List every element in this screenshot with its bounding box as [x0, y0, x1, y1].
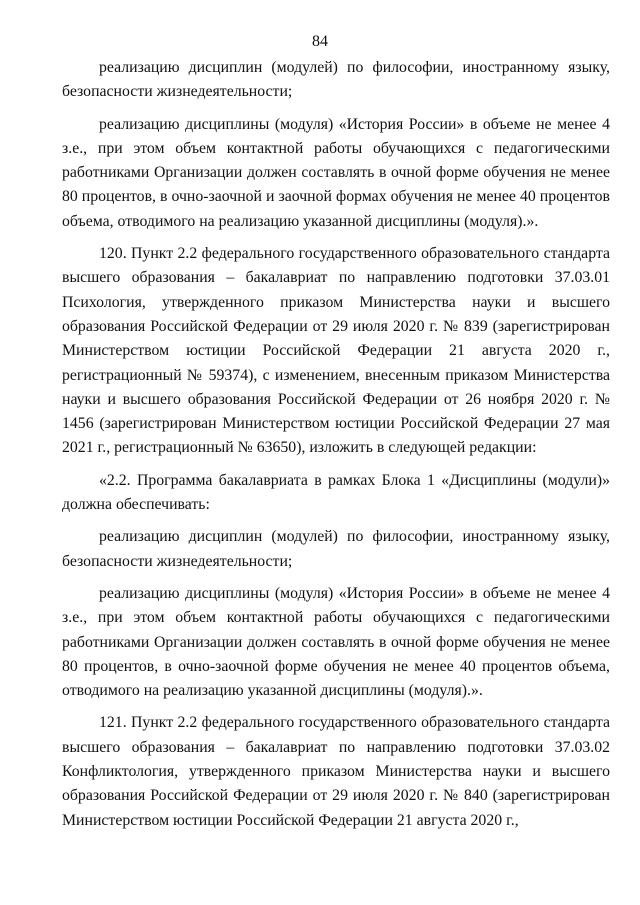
paragraph-item-121: 121. Пункт 2.2 федерального государственного образовательного стандарта высшего образования – бакалавриат по направлению подготовки 37.03.02 Конфликтология, утвержденного приказом Министерства науки и высшего образования Российской Федерации от 29 июля 2020 г. № 840 (зарегистрирован Министерством юстиции Российской Федерации 21 августа 2020 г., — [62, 714, 610, 829]
page-number: 84 — [312, 33, 328, 50]
paragraph-program-block-1: «2.2. Программа бакалавриата в рамках Блока 1 «Дисциплины (модули)» должна обеспечивать: — [62, 471, 610, 514]
paragraph-disciplines-philosophy: реализацию дисциплин (модулей) по философии, иностранному языку, безопасности жизнедеятельности; — [62, 59, 610, 101]
paragraph-history-russia: реализацию дисциплины (модуля) «История России» в объеме не менее 4 з.е., при этом объем контактной работы обучающихся с педагогическими работниками Организации должен составлять в очной форме обучения не менее 80 процентов, в очно-заочной и заочной формах обучения не менее 40 процентов объема, отводимого на реализацию указанной дисциплины (модуля).». — [62, 115, 610, 230]
paragraph-history-russia-2: реализацию дисциплины (модуля) «История России» в объеме не менее 4 з.е., при этом объем контактной работы обучающихся с педагогическими работниками Организации должен составлять в очной форме обучения не менее 80 процентов, в очно-заочной форме обучения не менее 40 процентов объема, отводимого на реализацию указанной дисциплины (модуля).». — [62, 584, 610, 700]
paragraph-disciplines-philosophy-2: реализацию дисциплин (модулей) по философии, иностранному языку, безопасности жизнедеятельности; — [62, 528, 610, 570]
paragraph-item-120: 120. Пункт 2.2 федерального государственного образовательного стандарта высшего образования – бакалавриат по направлению подготовки 37.03.01 Психология, утвержденного приказом Министерства науки и высшего образования Российской Федерации от 29 июля 2020 г. № 839 (зарегистрирован Министерством юстиции Российской Федерации 21 августа 2020 г., регистрационный № 59374), с изменением, внесенным приказом Министерства науки и высшего образования Российской Федерации от 26 ноября 2020 г. № 1456 (зарегистрирован Министерством юстиции Российской Федерации 27 мая 2021 г., регистрационный № 63650), изложить в следующей редакции: — [62, 245, 610, 457]
document-body — [62, 56, 610, 833]
